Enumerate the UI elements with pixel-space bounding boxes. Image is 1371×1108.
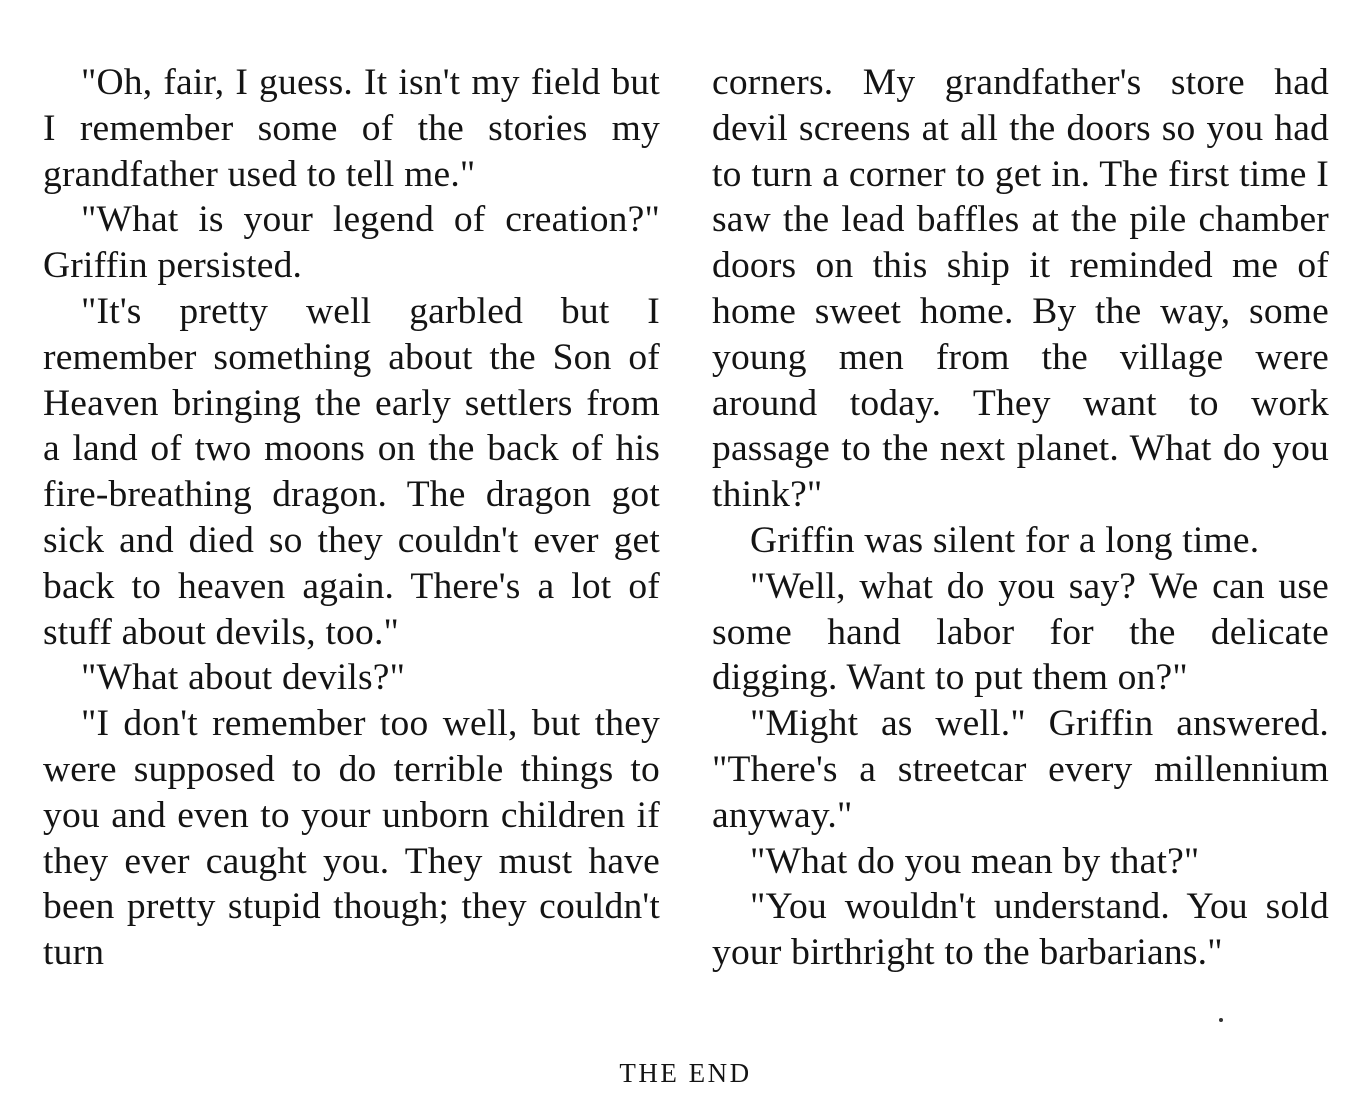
paragraph: "What about devils?" [81,657,406,699]
paragraph: "What do you mean by that?" [750,840,1200,882]
paragraph: "Well, what do you say? We can use some hand labor for the delicate digging. Want to put them on?" [712,565,1329,699]
paragraph: "It's pretty well garbled but I remember something about the Son of Heaven bringing the early settlers from a land of two moons on the back of his fire-breathing dragon. The dragon got sick and died so they couldn't ever get back to heaven again. There's a lot of stuff about devils, too." [43,290,660,653]
paragraph: "Oh, fair, I guess. It isn't my field but I remember some of the stories my grandfather used to tell me." [43,62,660,195]
paragraph: "You wouldn't understand. You sold your birthright to the barbarians." [712,886,1329,974]
paragraph-continuation: corners. My grandfather's store had devil screens at all the doors so you had to turn a corner to get in. The first time I saw the lead baffles at the pile chamber doors on this ship it reminded me of home sweet home. By the way, some young men from the village were around today. They want to work passage to the next planet. What do you think?" [712,62,1329,516]
paragraph: "What is your legend of creation?" Griffin persisted. [43,199,660,287]
paragraph: Griffin was silent for a long time. [750,519,1260,561]
paragraph: "I don't remember too well, but they were supposed to do terrible things to you and even to your unborn children if they ever caught you. They must have been pretty stupid though; they couldn't turn [43,703,660,974]
end-mark: THE END [619,1058,752,1088]
paragraph: "Might as well." Griffin answered. "There's a streetcar every millennium anyway." [712,703,1329,836]
print-speck [1219,1018,1223,1022]
left-column [43,60,660,976]
right-column [712,60,1329,976]
